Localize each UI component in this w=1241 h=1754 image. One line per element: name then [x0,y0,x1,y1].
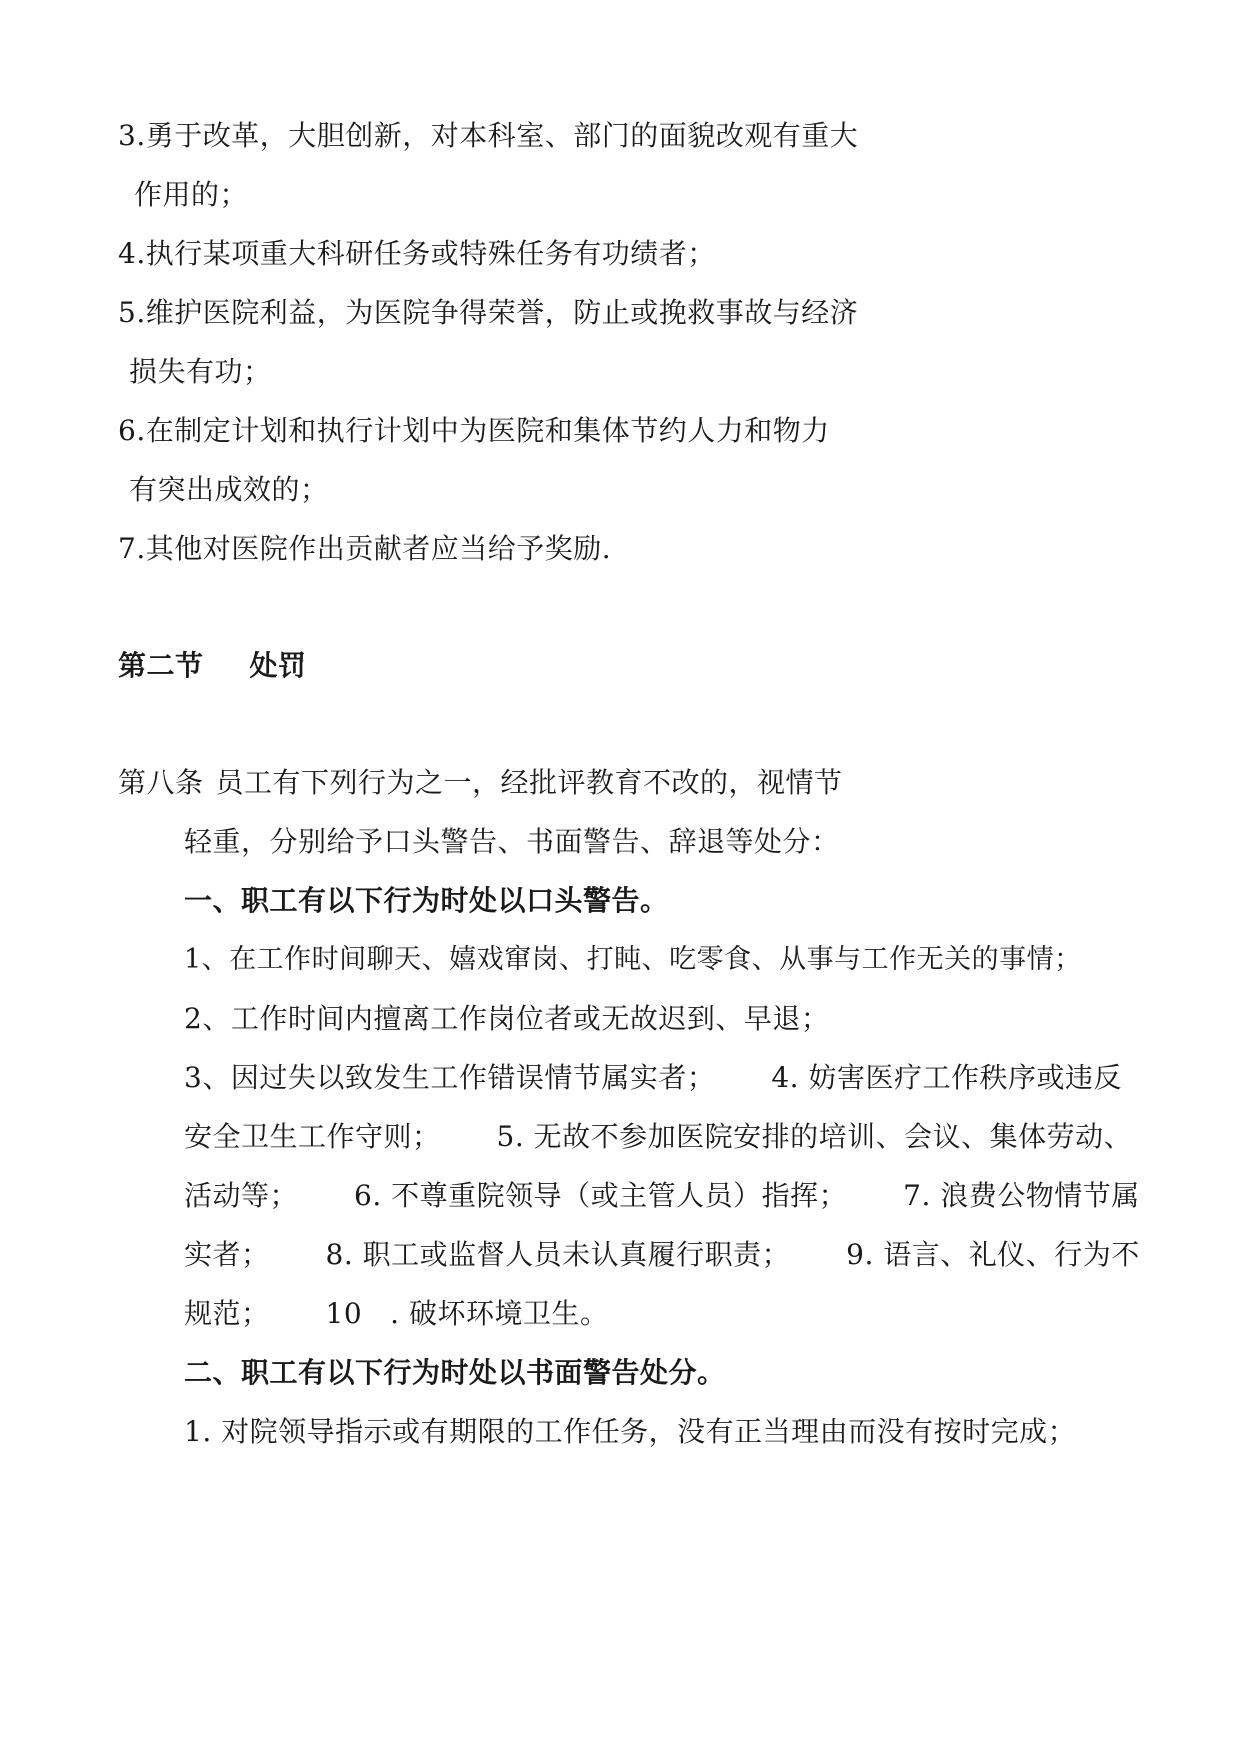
offense-10-number: 10 [325,1297,363,1330]
item-6-line-2: 有突出成效的； [129,473,329,506]
part-2-line-1: 1. 对院领导指示或有期限的工作任务，没有正当理由而没有按时完成； [184,1415,1077,1448]
offense-3: 3、因过失以致发生工作错误情节属实者； [184,1061,716,1094]
part-1-line-3 [184,1060,1122,1096]
article-label: 第八条 [118,766,204,799]
item-4: 4.执行某项重大科研任务或特殊任务有功绩者； [118,237,716,270]
section-heading [118,648,307,684]
section-number: 第二节 [118,649,204,682]
item-5-line-2: 损失有功； [129,355,272,388]
part-1-line-1: 1、在工作时间聊天、嬉戏窜岗、打盹、吃零食、从事与工作无关的事情； [184,944,1082,975]
part-1-heading: 一、职工有以下行为时处以口头警告。 [184,884,669,917]
article-8-line-1 [118,765,843,801]
offense-10: . 破坏环境卫生。 [390,1297,609,1330]
section-title: 处罚 [249,649,307,682]
offense-5-cont: 活动等； [184,1179,299,1212]
offense-4-cont: 安全卫生工作守则； [184,1120,441,1153]
item-7: 7.其他对医院作出贡献者应当给予奖励. [118,532,612,565]
part-1-line-5 [184,1178,1140,1214]
part-1-line-6 [184,1237,1140,1273]
part-1-line-2: 2、工作时间内擅离工作岗位者或无故迟到、早退； [184,1002,830,1035]
item-5-line-1: 5.维护医院利益，为医院争得荣誉，防止或挽救事故与经济 [118,296,859,329]
offense-9-cont: 规范； [184,1297,270,1330]
offense-5: 5. 无故不参加医院安排的培训、会议、集体劳动、 [496,1120,1133,1153]
part-1-line-4 [184,1119,1132,1155]
item-6-line-1: 6.在制定计划和执行计划中为医院和集体节约人力和物力 [118,414,830,447]
offense-7: 7. 浪费公物情节属 [903,1179,1140,1212]
article-8-line-2: 轻重，分别给予口头警告、书面警告、辞退等处分： [184,825,840,858]
offense-9: 9. 语言、礼仪、行为不 [846,1238,1140,1271]
article-text: 员工有下列行为之一，经批评教育不改的，视情节 [215,766,843,799]
offense-4: 4. 妨害医疗工作秩序或违反 [771,1061,1122,1094]
offense-6: 6. 不尊重院领导（或主管人员）指挥； [354,1179,848,1212]
offense-8: 8. 职工或监督人员未认真履行职责； [325,1238,791,1271]
part-2-heading: 二、职工有以下行为时处以书面警告处分。 [184,1356,726,1389]
offense-7-cont: 实者； [184,1238,270,1271]
part-1-line-7 [184,1296,608,1332]
item-3-line-1: 3.勇于改革，大胆创新，对本科室、部门的面貌改观有重大 [118,119,859,152]
item-3-line-2: 作用的； [134,178,249,211]
